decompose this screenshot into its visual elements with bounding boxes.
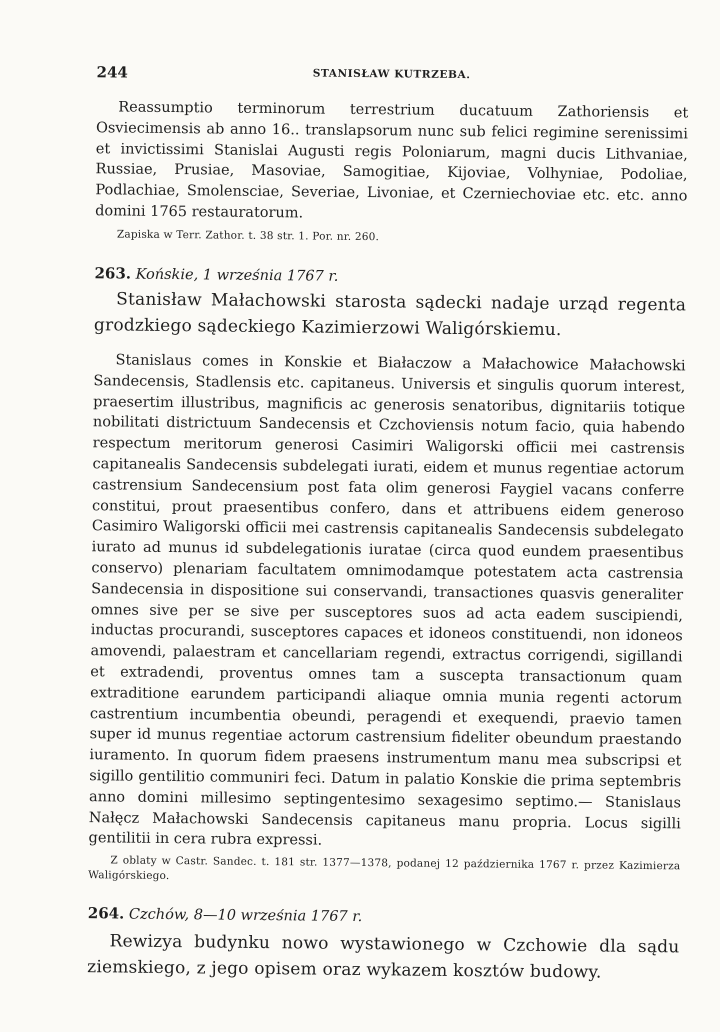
doc-264-heading	[88, 903, 680, 930]
intro-paragraph: Reassumptio terminorum terrestrium ducatuum Zathoriensis et Osviecimensis ab anno 16.. translapsorum nunc sub felici regimine serenissimi et invictissimi Stanislai Augusti regis Poloniarum, magni ducis Lithvaniae, Russiae, Prusiae, Masoviae, Samogitiae, Kijoviae, Volhyniae, Podoliae, Podlachiae, Smolensciae, Severiae, Livoniae, et Czerniechoviae etc. etc. anno domini 1765 restauratorum.	[95, 99, 689, 222]
intro-source-note: Zapiska w Terr. Zathor. t. 38 str. 1. Por. nr. 260.	[116, 228, 380, 243]
document-263	[88, 263, 686, 889]
doc-263-number: 263.	[94, 264, 132, 283]
doc-264-summary: Rewizya budynku nowo wystawionego w Czchowie dla sądu ziemskiego, z jego opisem oraz wykazem kosztów budowy.	[87, 931, 680, 983]
doc-264-place: Czchów,	[128, 906, 190, 924]
running-head	[96, 63, 686, 91]
document-264	[87, 903, 680, 986]
doc-263-place: Końskie,	[135, 266, 199, 284]
running-title: STANISŁAW KUTRZEBA.	[312, 67, 471, 82]
doc-263-text: Stanislaus comes in Konskie et Białaczow a Małachowice Małachowski Sandecensis, Stadlensis etc. capitaneus. Universis et singulis quorum interest, praesertim illustribus, magnificis ac generosis senatoribus, dignitariis totique nobilitati districtuum Sandecensis et Czchoviensis notum facio, quia habendo respectum meritorum generosi Casimiri Waligorski officii mei castrensis capitanealis Sandecensis subdelegati iurati, eidem et munus regentiae actorum castrensium Sandecensium post fata olim generosi Faygiel vacans conferre constitui, prout praesentibus confero, dans et attribuens eidem generoso Casimiro Waligorski officii mei castrensis capitanealis Sandecensis subdelegato iurato ad munus id subdelegationis iuratae (circa quod eundem praesentibus conservo) plenariam facultatem omnimodamque potestatem acta castrensia Sandecensia in dispositione sui conservandi, transactiones quasvis generaliter omnes sive per se sive per susceptores suos ad acta eadem suscipiendi, inductas procurandi, susceptores capaces et idoneos constituendi, non idoneos amovendi, palaestram et cancellariam regendi, extractus corrigendi, sigillandi et extradendi, proventus omnes tam a suscepta transactionum quam extraditione earundem participandi aliaque omnia munia regenti actorum castrentium incumbentia obeundi, peragendi et exequendi, praevio tamen super id munus regentiae actorum castrensium fideliter obeundum praestando iuramento. In quorum fidem praesens instrumentum manu mea subscripsi et sigillo gentilitio communiri feci. Datum in palatio Konskie die prima septembris anno domini millesimo septingentesimo sexagesimo septimo.— Stanislaus Nałęcz Małachowski Sandecensis capitaneus manu propria. Locus sigilli gentilitii in cera rubra expressi.	[88, 352, 686, 849]
doc-263-date: 1 września 1767 r.	[202, 267, 339, 285]
page-number: 244	[96, 63, 129, 82]
doc-264-date: 8—10 września 1767 r.	[193, 907, 363, 926]
doc-263-summary: Stanisław Małachowski starosta sądecki nadaje urząd regenta grodzkiego sądeckiego Kazimierzowi Waligórskiemu.	[93, 289, 687, 341]
doc-263-source-note: Z oblaty w Castr. Sandec. t. 181 str. 1377—1378, podanej 12 października 1767 r. przez Kazimierza Waligórskiego.	[88, 854, 681, 883]
intro-section	[95, 97, 688, 248]
doc-264-number: 264.	[87, 904, 125, 923]
